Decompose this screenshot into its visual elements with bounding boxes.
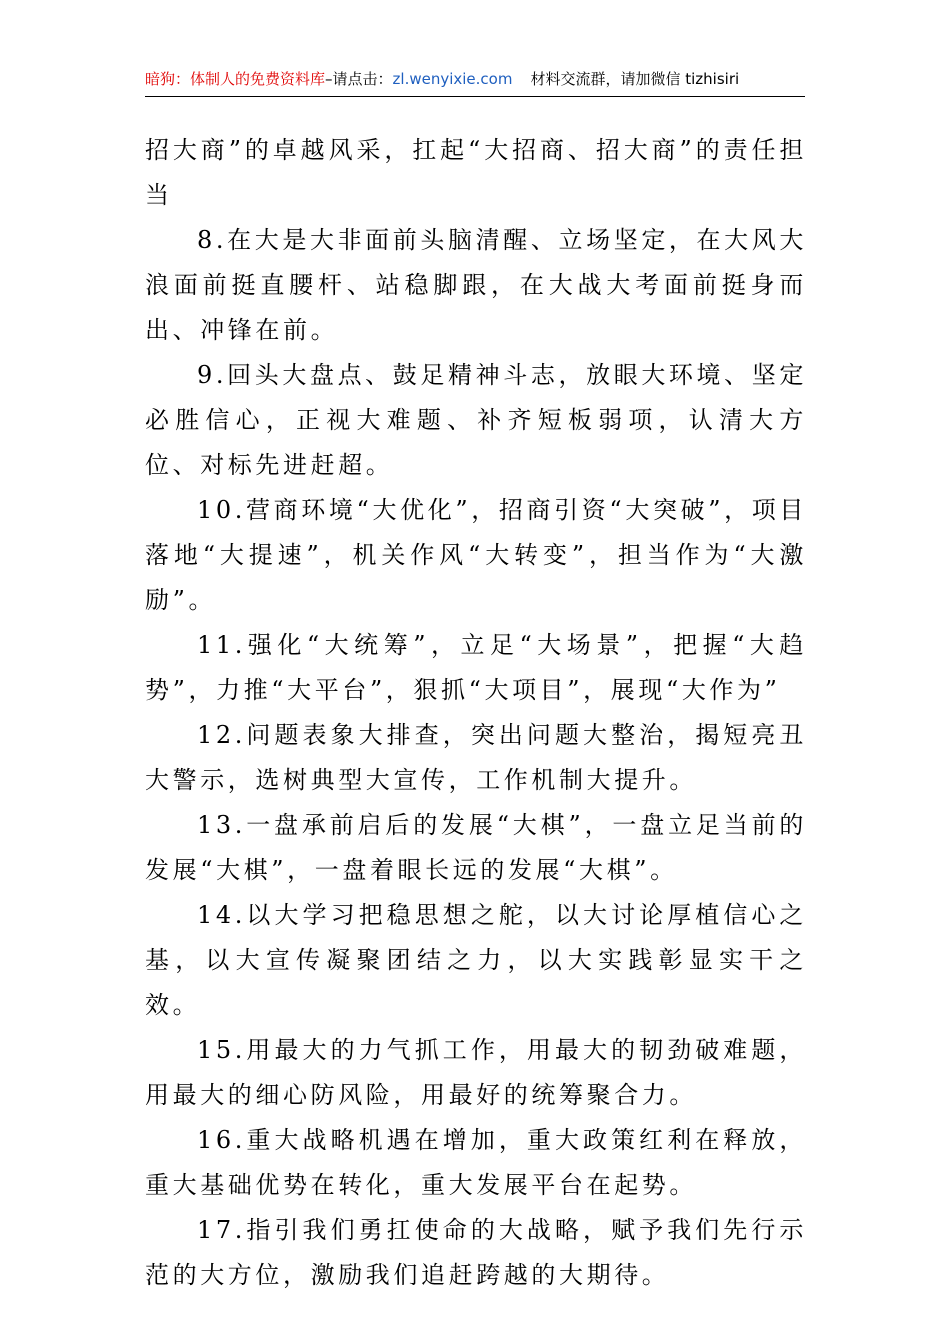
paragraph-item-13: 13.一盘承前启后的发展“大棋”，一盘立足当前的发展“大棋”，一盘着眼长远的发展“大棋”。 [145,811,807,884]
paragraph-item-14: 14.以大学习把稳思想之舵，以大讨论厚植信心之基，以大宣传凝聚团结之力，以大实践彰显实干之效。 [145,901,807,1019]
header-site-name: 暗狗：体制人的免费资料库 [145,70,326,88]
header-link[interactable]: zl.wenyixie.com [392,70,513,88]
document-body [145,128,807,1298]
paragraph-item-9: 9.回头大盘点、鼓足精神斗志，放眼大环境、坚定必胜信心，正视大难题、补齐短板弱项，认清大方位、对标先进赶超。 [145,361,807,479]
paragraph-item-10: 10.营商环境“大优化”，招商引资“大突破”，项目落地“大提速”，机关作风“大转变”，担当作为“大激励”。 [145,496,807,614]
paragraph-continuation: 招大商”的卓越风采，扛起“大招商、招大商”的责任担当 [145,136,807,209]
paragraph-item-17: 17.指引我们勇扛使命的大战略，赋予我们先行示范的大方位，激励我们追赶跨越的大期待。 [145,1216,807,1289]
header-click-prompt: –请点击： [325,70,393,88]
paragraph-item-8: 8.在大是大非面前头脑清醒、立场坚定，在大风大浪面前挺直腰杆、站稳脚跟，在大战大考面前挺身而出、冲锋在前。 [145,226,807,344]
header-wechat-note: 材料交流群，请加微信 tizhisiri [530,70,740,88]
page-header [145,62,805,97]
paragraph-item-11: 11.强化“大统筹”，立足“大场景”，把握“大趋势”，力推“大平台”，狠抓“大项目”，展现“大作为” [145,631,807,704]
paragraph-item-12: 12.问题表象大排查，突出问题大整治，揭短亮丑大警示，选树典型大宣传，工作机制大提升。 [145,721,807,794]
paragraph-item-16: 16.重大战略机遇在增加，重大政策红利在释放，重大基础优势在转化，重大发展平台在起势。 [145,1126,807,1199]
paragraph-item-15: 15.用最大的力气抓工作，用最大的韧劲破难题，用最大的细心防风险，用最好的统筹聚合力。 [145,1036,807,1109]
